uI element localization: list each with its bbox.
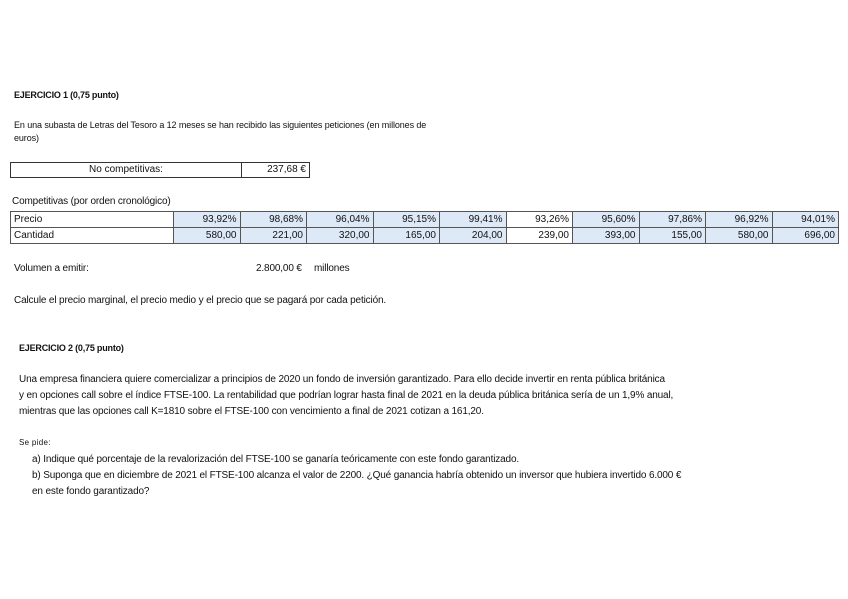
- item-b-continued: en este fondo garantizado?: [32, 486, 150, 497]
- no-competitivas-label: No competitivas:: [11, 163, 242, 177]
- cantidad-cell-5: 204,00: [440, 228, 507, 244]
- row-label-cantidad: Cantidad: [11, 228, 174, 244]
- precio-cell-1: 93,92%: [174, 212, 241, 228]
- cantidad-cell-4: 165,00: [373, 228, 440, 244]
- precio-cell-6: 93,26%: [506, 212, 573, 228]
- ejercicio-1-title: EJERCICIO 1 (0,75 punto): [14, 90, 119, 100]
- precio-cell-9: 96,92%: [706, 212, 773, 228]
- cantidad-cell-9: 580,00: [706, 228, 773, 244]
- precio-cell-5: 99,41%: [440, 212, 507, 228]
- precio-cell-4: 95,15%: [373, 212, 440, 228]
- cantidad-cell-6: 239,00: [506, 228, 573, 244]
- ejercicio-2-title: EJERCICIO 2 (0,75 punto): [19, 343, 124, 353]
- precio-cell-7: 95,60%: [573, 212, 640, 228]
- table-row-precio: [11, 212, 839, 228]
- precio-cell-3: 96,04%: [307, 212, 374, 228]
- ejercicio-2-paragraph-line-3: mientras que las opciones call K=1810 sobre el FTSE-100 con vencimiento a final de 2021 cotizan a 161,20.: [19, 406, 484, 417]
- row-label-precio: Precio: [11, 212, 174, 228]
- precio-cell-2: 98,68%: [240, 212, 307, 228]
- competitivas-table: [10, 211, 839, 244]
- cantidad-cell-7: 393,00: [573, 228, 640, 244]
- no-competitivas-value: 237,68 €: [267, 164, 306, 175]
- volumen-value: 2.800,00 €: [256, 263, 302, 274]
- cantidad-cell-3: 320,00: [307, 228, 374, 244]
- ejercicio-1-question: Calcule el precio marginal, el precio medio y el precio que se pagará por cada petición.: [14, 295, 387, 306]
- precio-cell-8: 97,86%: [639, 212, 706, 228]
- table-row-cantidad: [11, 228, 839, 244]
- ejercicio-1-intro-line-1: En una subasta de Letras del Tesoro a 12 meses se han recibido las siguientes peticiones (en millones de: [14, 120, 427, 130]
- no-competitivas-table: [10, 162, 310, 178]
- volumen-label: Volumen a emitir:: [14, 263, 89, 274]
- ejercicio-2-paragraph-line-1: Una empresa financiera quiere comercializar a principios de 2020 un fondo de inversión garantizado. Para ello decide invertir en renta pública británica: [19, 374, 665, 385]
- volumen-unit: millones: [314, 263, 350, 274]
- cantidad-cell-2: 221,00: [240, 228, 307, 244]
- cantidad-cell-1: 580,00: [174, 228, 241, 244]
- cantidad-cell-10: 696,00: [772, 228, 839, 244]
- ejercicio-2-paragraph-line-2: y en opciones call sobre el índice FTSE-100. La rentabilidad que podrían lograr hasta final de 2021 en la deuda pública británica sería de un 1,9% anual,: [19, 390, 674, 401]
- se-pide-label: Se pide:: [19, 438, 51, 447]
- cantidad-cell-8: 155,00: [639, 228, 706, 244]
- precio-cell-10: 94,01%: [772, 212, 839, 228]
- competitivas-caption: Competitivas (por orden cronológico): [12, 196, 171, 207]
- item-a: a) Indique qué porcentaje de la revalorización del FTSE-100 se ganaría teóricamente con este fondo garantizado.: [32, 454, 519, 465]
- item-b: b) Suponga que en diciembre de 2021 el FTSE-100 alcanza el valor de 2200. ¿Qué ganancia habría obtenido un inversor que hubiera invertido 6.000 €: [32, 470, 682, 481]
- ejercicio-1-intro-line-2: euros): [14, 133, 39, 143]
